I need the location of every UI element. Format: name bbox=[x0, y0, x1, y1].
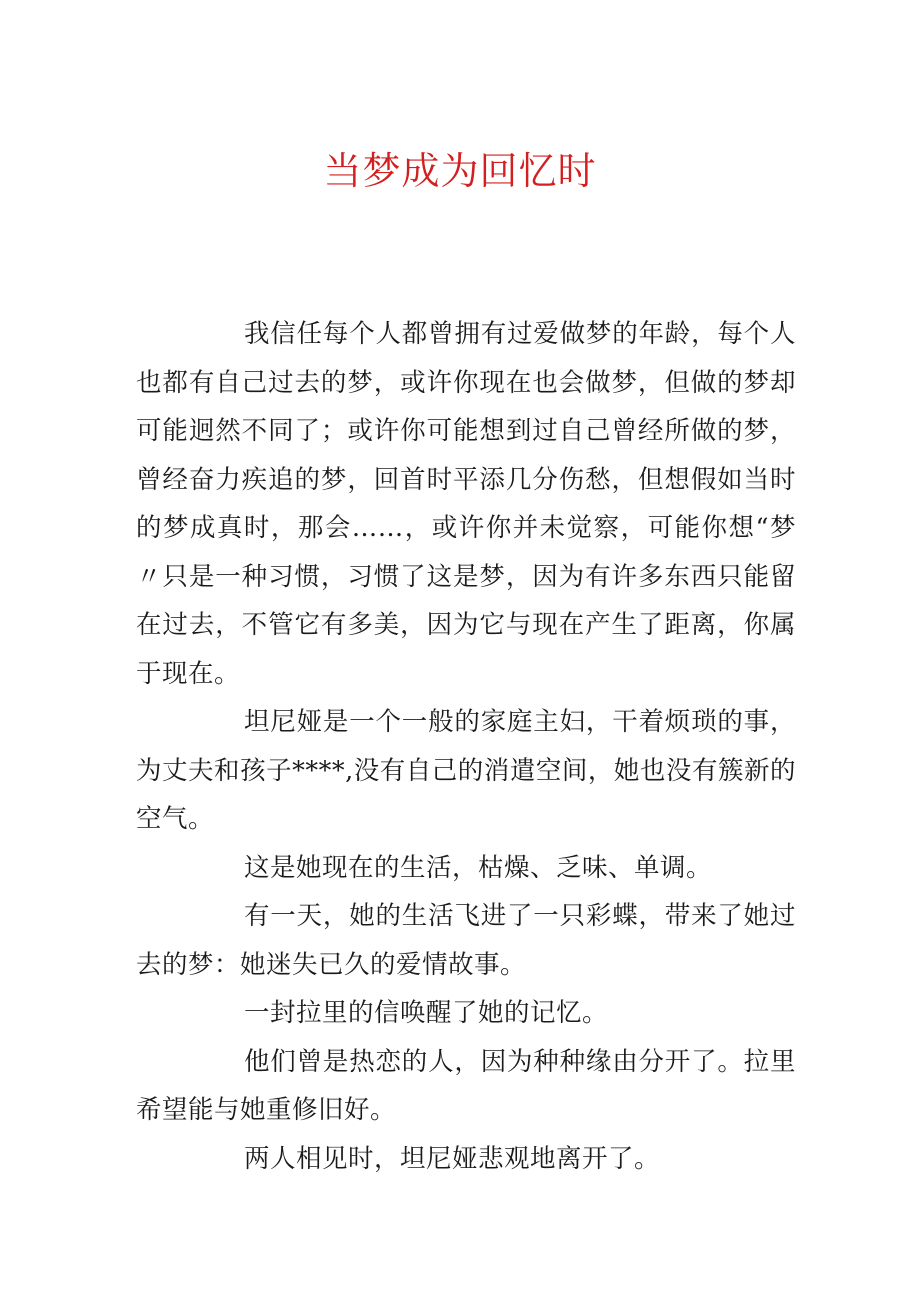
paragraph-5: 一封拉里的信唤醒了她的记忆。 bbox=[244, 998, 609, 1028]
paragraph-4: 有一天，她的生活飞进了一只彩蝶，带来了她过去的梦：她迷失已久的爱情故事。 bbox=[136, 901, 796, 980]
document-body bbox=[136, 310, 796, 1183]
paragraph-1: 我信任每个人都曾拥有过爱做梦的年龄，每个人也都有自己过去的梦，或许你现在也会做梦，但做的梦却可能迥然不同了；或许你可能想到过自己曾经所做的梦，曾经奋力疾追的梦，回首时平添几分伤愁，但想假如当时的梦成真时，那会……，或许你并未觉察，可能你想“梦〃只是一种习惯，习惯了这是梦，因为有许多东西只能留在过去，不管它有多美，因为它与现在产生了距离，你属于现在。 bbox=[136, 319, 796, 689]
paragraph-3: 这是她现在的生活，枯燥、乏味、单调。 bbox=[244, 852, 713, 883]
document-title: 当梦成为回忆时 bbox=[323, 149, 597, 193]
paragraph-7: 两人相见时，坦尼娅悲观地离开了。 bbox=[244, 1143, 661, 1174]
paragraph-6: 他们曾是热恋的人，因为种种缘由分开了。拉里希望能与她重修旧好。 bbox=[136, 1046, 796, 1125]
paragraph-2: 坦尼娅是一个一般的家庭主妇，干着烦琐的事，为丈夫和孩子****,没有自己的消遣空间，她也没有簇新的空气。 bbox=[136, 707, 796, 834]
